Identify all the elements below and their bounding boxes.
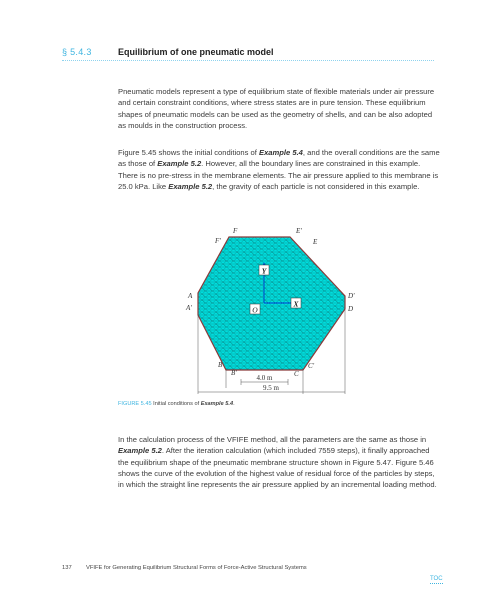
example-ref: Example 5.2 bbox=[157, 159, 202, 169]
example-ref: Example 5.2 bbox=[168, 181, 213, 191]
label-d-prime: D' bbox=[348, 292, 355, 300]
label-a-prime: A' bbox=[186, 304, 192, 312]
label-c-prime: C' bbox=[308, 362, 315, 370]
p2-text-c: . However, all the boundary lines are constrained in this example. There is no pre-stress in the membrane elements. The air pressure applied to this membrane is 25.0 kPa. Like bbox=[118, 159, 439, 191]
paragraph-intro: Pneumatic models represent a type of equilibrium state of flexible materials under air pressure and certain constraint conditions, where stress states are in pure tension. These equilibrium shapes of pneumatic models can be used as the geometry of shells, and can be also adopted as moulds in the construction process. bbox=[118, 87, 435, 130]
page-footer bbox=[62, 565, 307, 571]
caption-end: . bbox=[233, 401, 235, 407]
dimension-outer-label: 9.5 m bbox=[263, 384, 279, 392]
label-d: D bbox=[348, 305, 354, 313]
paragraph-conditions bbox=[118, 147, 440, 192]
label-e: E bbox=[313, 238, 318, 246]
p2-text-a: Figure 5.45 shows the initial conditions of bbox=[118, 148, 259, 157]
paragraph-calculation bbox=[118, 434, 440, 490]
section-rule bbox=[62, 60, 434, 61]
label-y: Y bbox=[261, 266, 267, 276]
section-number: § 5.4.3 bbox=[62, 47, 92, 57]
label-b-prime: B' bbox=[231, 369, 237, 377]
label-f: F bbox=[233, 227, 238, 235]
label-b: B bbox=[218, 361, 223, 369]
p2-text-b: , and the overall conditions are the same as those of bbox=[118, 148, 440, 169]
page-number: 137 bbox=[62, 565, 72, 571]
caption-example: Example 5.4 bbox=[200, 401, 234, 407]
label-x: X bbox=[293, 299, 299, 309]
example-ref: Example 5.4 bbox=[259, 148, 303, 157]
dimension-inner-label: 4.0 m bbox=[256, 374, 273, 382]
label-c: C bbox=[294, 370, 299, 378]
p3-text-b: . After the iteration calculation (which included 7559 steps), it finally approached the equilibrium shape of the pneumatic membrane structure shown in Figure 5.47. Figure 5.46 shows the curve of the evolution of the highest value of residual force of the particles by steps, in which the straight line represents the air pressure applied by an incremental loading method. bbox=[118, 446, 437, 490]
caption-text: Initial conditions of bbox=[153, 401, 201, 407]
section-title: Equilibrium of one pneumatic model bbox=[118, 47, 274, 57]
example-ref: Example 5.2 bbox=[118, 446, 162, 456]
caption-label: FIGURE 5.45 bbox=[118, 401, 152, 407]
label-o: O bbox=[252, 305, 258, 315]
figure-caption bbox=[118, 401, 235, 407]
membrane-diagram bbox=[118, 222, 378, 402]
p2-text-d: , the gravity of each particle is not considered in this example. bbox=[212, 181, 420, 191]
figure-initial-conditions bbox=[118, 222, 378, 402]
book-title: VFIFE for Generating Equilibrium Structural Forms of Force-Active Structural Systems bbox=[86, 565, 307, 571]
toc-link[interactable]: TOC bbox=[430, 576, 443, 582]
p3-text-a: In the calculation process of the VFIFE method, all the parameters are the same as those in bbox=[118, 435, 427, 444]
label-f-prime: F' bbox=[215, 237, 221, 245]
label-a: A bbox=[188, 292, 193, 300]
label-e-prime: E' bbox=[296, 227, 302, 235]
triangular-mesh bbox=[188, 232, 358, 377]
